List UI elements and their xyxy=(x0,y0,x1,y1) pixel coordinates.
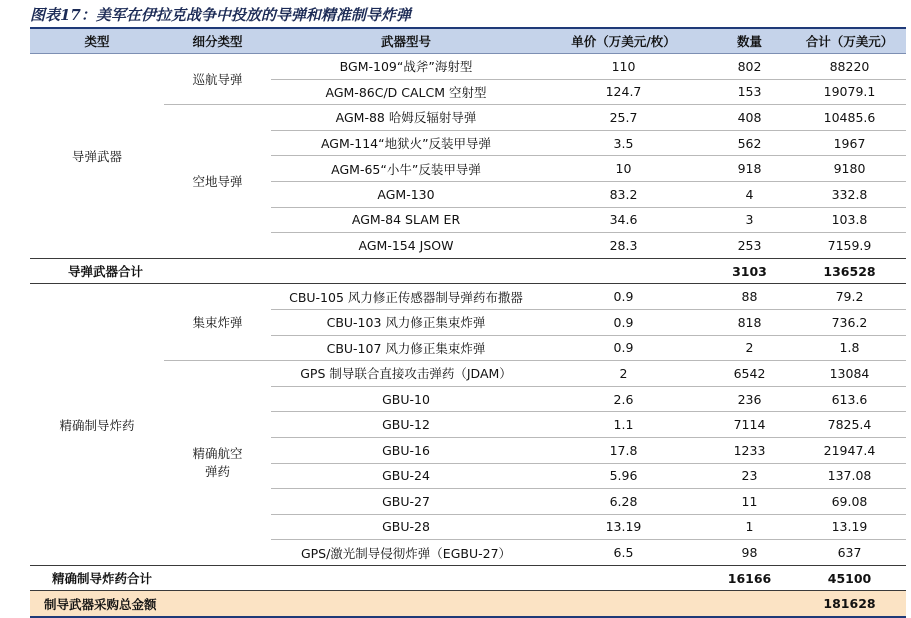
cell-price: 13.19 xyxy=(541,514,706,540)
cell-total: 137.08 xyxy=(793,463,906,489)
cell-model: GBU-24 xyxy=(271,463,541,489)
cell-total: 613.6 xyxy=(793,386,906,412)
cell-qty: 11 xyxy=(706,489,793,515)
cell-price: 10 xyxy=(541,156,706,182)
header-row xyxy=(30,29,906,54)
cell-qty: 408 xyxy=(706,105,793,131)
cell-qty: 153 xyxy=(706,79,793,105)
cell-qty: 3 xyxy=(706,207,793,233)
subtotal-row-missile xyxy=(30,258,906,284)
subtype-cluster: 集束炸弹 xyxy=(164,284,271,361)
subtotal-total: 45100 xyxy=(793,565,906,591)
cell-qty: 918 xyxy=(706,156,793,182)
cell-total: 637 xyxy=(793,540,906,566)
cell-qty: 23 xyxy=(706,463,793,489)
table-row xyxy=(30,54,906,80)
grand-total-label: 制导武器采购总金额 xyxy=(30,591,541,617)
cell-model: CBU-103 风力修正集束炸弹 xyxy=(271,309,541,335)
subtotal-qty: 16166 xyxy=(706,565,793,591)
subtotal-label: 导弹武器合计 xyxy=(30,258,541,284)
cell-model: GPS 制导联合直接攻击弹药（JDAM） xyxy=(271,361,541,387)
cell-qty: 562 xyxy=(706,130,793,156)
subtype-air-line1: 精确航空 xyxy=(192,446,243,461)
cell-model: CBU-105 风力修正传感器制导弹药布撒器 xyxy=(271,284,541,310)
cell-qty: 253 xyxy=(706,233,793,259)
cell-total: 7159.9 xyxy=(793,233,906,259)
header-price: 单价（万美元/枚） xyxy=(541,29,706,54)
cell-total: 736.2 xyxy=(793,309,906,335)
grand-total-value: 181628 xyxy=(793,591,906,617)
figure-title: 图表17：美军在伊拉克战争中投放的导弹和精准制导炸弹 xyxy=(30,6,411,24)
category-pgm: 精确制导炸药 xyxy=(30,284,164,566)
cell-qty: 88 xyxy=(706,284,793,310)
cell-qty: 1 xyxy=(706,514,793,540)
cell-price: 34.6 xyxy=(541,207,706,233)
cell-model: AGM-130 xyxy=(271,181,541,207)
cell-model: AGM-114“地狱火”反装甲导弹 xyxy=(271,130,541,156)
cell-price: 6.28 xyxy=(541,489,706,515)
cell-model: CBU-107 风力修正集束炸弹 xyxy=(271,335,541,361)
cell-model: GBU-27 xyxy=(271,489,541,515)
subtype-cruise: 巡航导弹 xyxy=(164,54,271,105)
cell-total: 13.19 xyxy=(793,514,906,540)
cell-price: 6.5 xyxy=(541,540,706,566)
cell-price: 110 xyxy=(541,54,706,80)
cell-model: GBU-10 xyxy=(271,386,541,412)
weapons-table xyxy=(30,29,906,618)
cell-qty: 4 xyxy=(706,181,793,207)
cell-model: AGM-154 JSOW xyxy=(271,233,541,259)
cell-model: BGM-109“战斧”海射型 xyxy=(271,54,541,80)
cell-price: 3.5 xyxy=(541,130,706,156)
subtotal-qty: 3103 xyxy=(706,258,793,284)
grand-total-row xyxy=(30,591,906,617)
cell-price: 28.3 xyxy=(541,233,706,259)
cell-price: 0.9 xyxy=(541,335,706,361)
cell-qty: 1233 xyxy=(706,437,793,463)
cell-qty: 802 xyxy=(706,54,793,80)
cell-price: 83.2 xyxy=(541,181,706,207)
cell-total: 21947.4 xyxy=(793,437,906,463)
header-model: 武器型号 xyxy=(271,29,541,54)
cell-qty: 7114 xyxy=(706,412,793,438)
cell-price: 2 xyxy=(541,361,706,387)
subtotal-row-pgm xyxy=(30,565,906,591)
subtotal-label: 精确制导炸药合计 xyxy=(30,565,541,591)
cell-total: 103.8 xyxy=(793,207,906,233)
subtotal-total: 136528 xyxy=(793,258,906,284)
cell-price: 25.7 xyxy=(541,105,706,131)
cell-price: 17.8 xyxy=(541,437,706,463)
cell-total: 10485.6 xyxy=(793,105,906,131)
cell-qty: 6542 xyxy=(706,361,793,387)
cell-qty: 818 xyxy=(706,309,793,335)
grand-price-empty xyxy=(541,591,706,617)
header-total: 合计（万美元） xyxy=(793,29,906,54)
subtype-air-line2: 弹药 xyxy=(204,464,230,479)
cell-model: AGM-86C/D CALCM 空射型 xyxy=(271,79,541,105)
cell-total: 332.8 xyxy=(793,181,906,207)
cell-model: AGM-65“小牛”反装甲导弹 xyxy=(271,156,541,182)
cell-qty: 236 xyxy=(706,386,793,412)
cell-total: 88220 xyxy=(793,54,906,80)
header-type: 类型 xyxy=(30,29,164,54)
header-subtype: 细分类型 xyxy=(164,29,271,54)
cell-qty: 98 xyxy=(706,540,793,566)
cell-total: 69.08 xyxy=(793,489,906,515)
cell-price: 2.6 xyxy=(541,386,706,412)
cell-price: 124.7 xyxy=(541,79,706,105)
cell-price: 0.9 xyxy=(541,284,706,310)
cell-model: GBU-12 xyxy=(271,412,541,438)
cell-total: 1967 xyxy=(793,130,906,156)
cell-model: AGM-84 SLAM ER xyxy=(271,207,541,233)
category-missile: 导弹武器 xyxy=(30,54,164,259)
cell-model: GBU-16 xyxy=(271,437,541,463)
cell-total: 1.8 xyxy=(793,335,906,361)
table-row xyxy=(30,284,906,310)
cell-total: 9180 xyxy=(793,156,906,182)
subtotal-price-empty xyxy=(541,258,706,284)
header-qty: 数量 xyxy=(706,29,793,54)
cell-total: 7825.4 xyxy=(793,412,906,438)
subtype-asm: 空地导弹 xyxy=(164,105,271,259)
cell-model: AGM-88 哈姆反辐射导弹 xyxy=(271,105,541,131)
grand-qty-empty xyxy=(706,591,793,617)
cell-price: 1.1 xyxy=(541,412,706,438)
cell-price: 5.96 xyxy=(541,463,706,489)
cell-model: GBU-28 xyxy=(271,514,541,540)
cell-price: 0.9 xyxy=(541,309,706,335)
cell-qty: 2 xyxy=(706,335,793,361)
cell-total: 19079.1 xyxy=(793,79,906,105)
subtotal-price-empty xyxy=(541,565,706,591)
cell-total: 79.2 xyxy=(793,284,906,310)
subtype-air xyxy=(164,361,271,566)
cell-total: 13084 xyxy=(793,361,906,387)
cell-model: GPS/激光制导侵彻炸弹（EGBU-27） xyxy=(271,540,541,566)
